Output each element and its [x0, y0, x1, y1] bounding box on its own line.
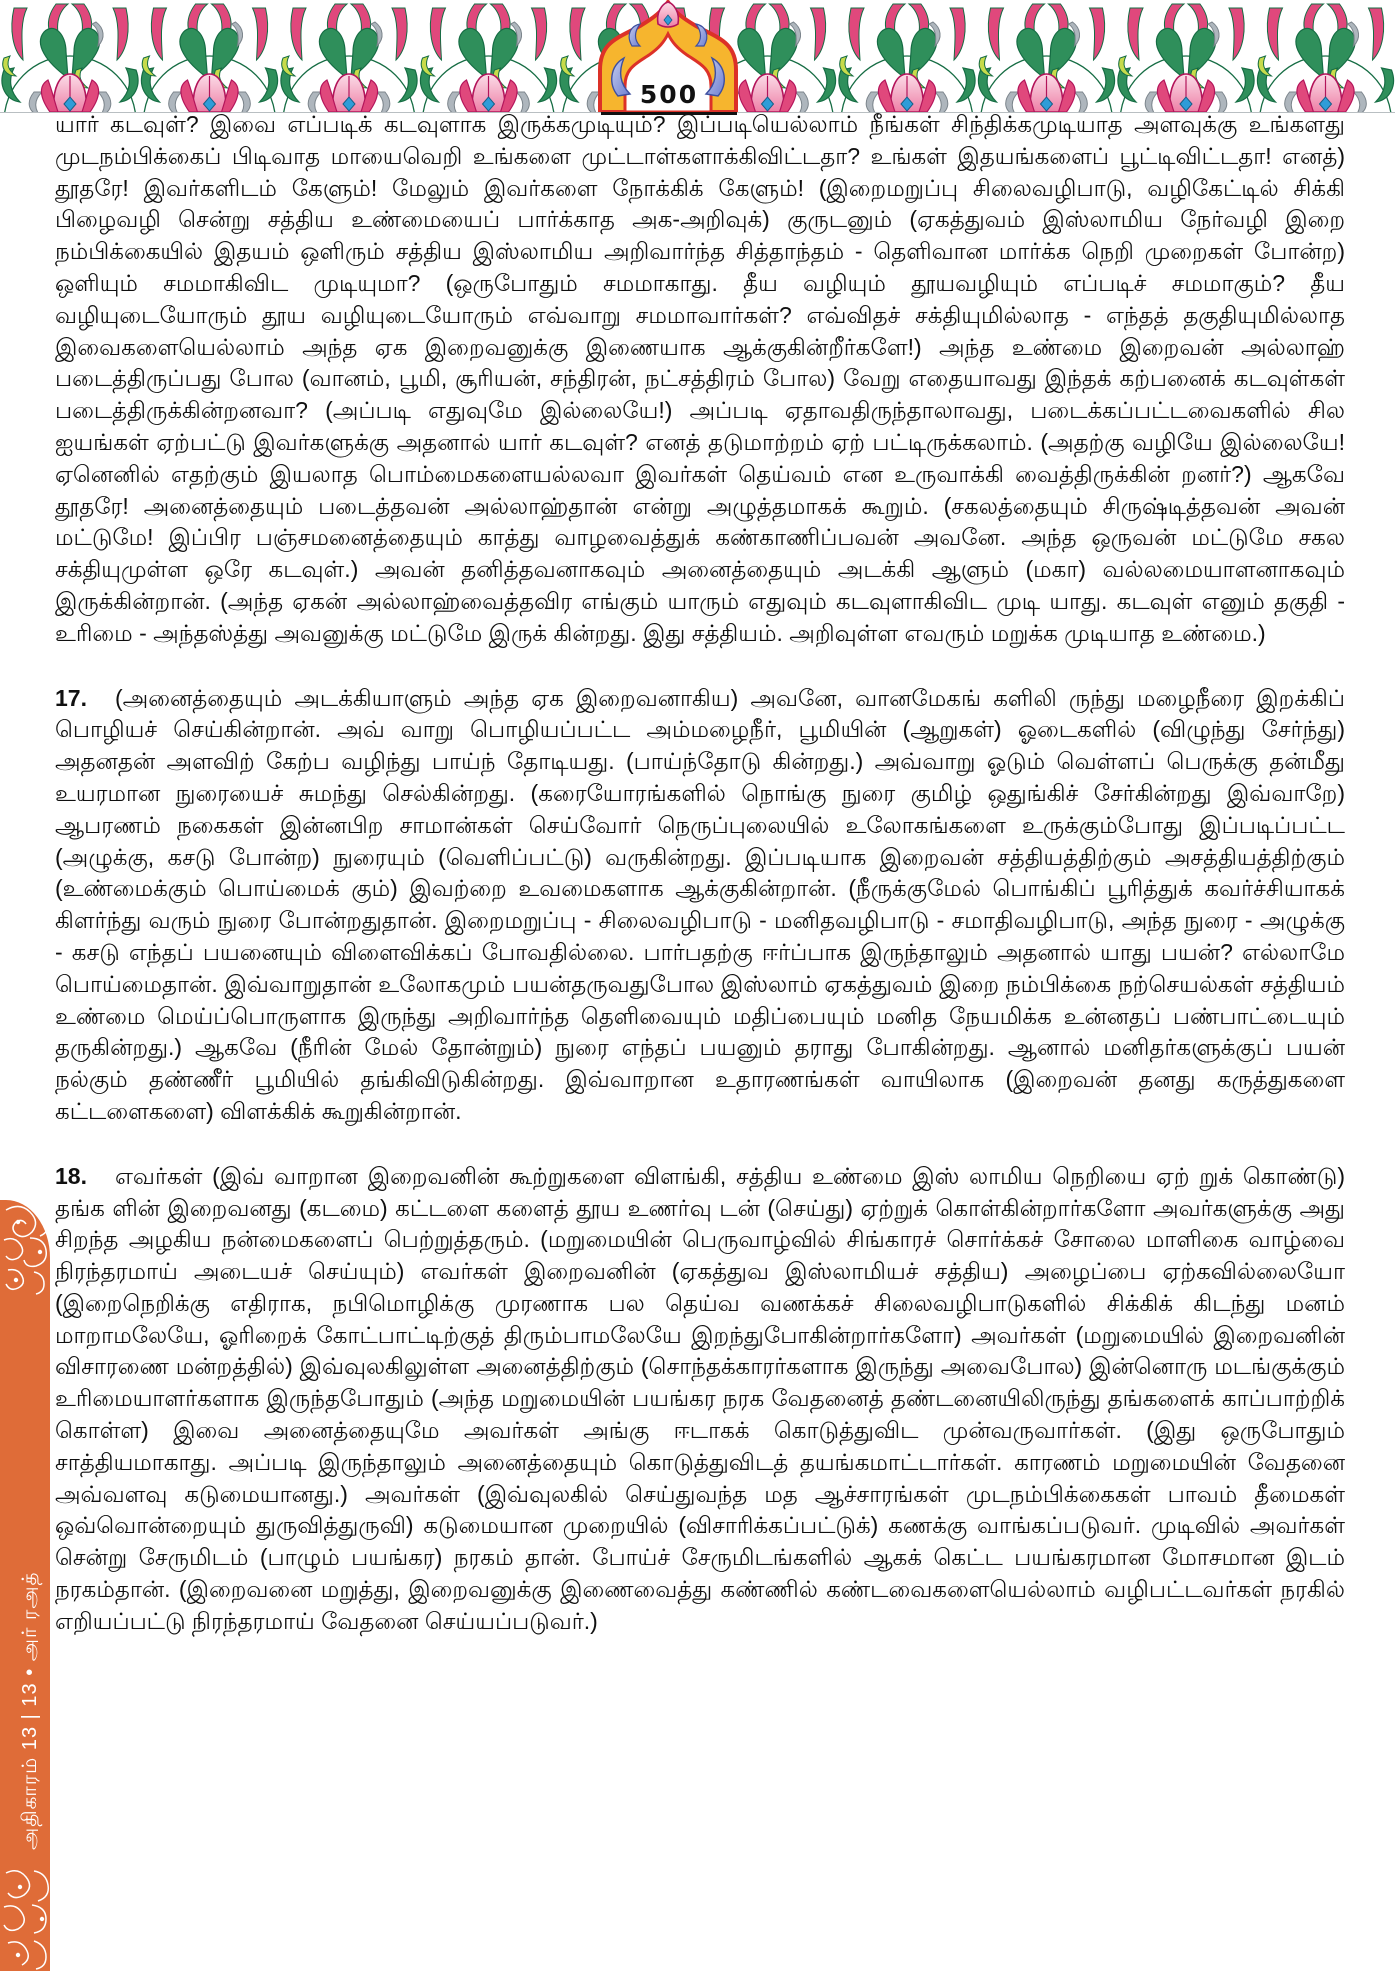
paragraph — [55, 109, 1345, 650]
chapter-label: அதிகாரம் 13 | 13 • அர் ரஅத் — [19, 1571, 41, 1850]
paragraph-text: யார் கடவுள்? இவை எப்படிக் கடவுளாக இருக்கமுடியும்? இப்படியெல்லாம் நீங்கள் சிந்திக்கமுடியாத அளவுக்கு உங்களது முடநம்பிக்கைப் பிடிவாத மாயைவெறி உங்களை முட்டாள்களாக்கிவிட்டதா? உங்கள் இதயங்களைப் பூட்டிவிட்டதா! எனத்) தூதரே! இவர்களிடம் கேளும்! மேலும் இவர்களை நோக்கிக் கேளும்! (இறைமறுப்பு சிலைவழிபாடு, வழிகேட்டில் சிக்கி பிழைவழி சென்று சத்திய உண்மையைப் பார்க்காத அக-அறிவுக்) குருடனும் (ஏகத்துவம் இஸ்லாமிய நேர்வழி இறை நம்பிக்கையில் இதயம் ஒளிரும் சத்திய இஸ்லாமிய அறிவார்ந்த சித்தாந்தம் - தெளிவான மார்க்க நெறி முறைகள் போன்ற) ஒளியும் சமமாகிவிட முடியுமா? (ஒருபோதும் சமமாகாது. தீய வழியும் தூயவழியும் எப்படிச் சமமாகும்? தீய வழியுடையோரும் தூய வழியுடையோரும் எவ்வாறு சமமாவார்கள்? எவ்விதச் சக்தியுமில்லாத - எந்தத் தகுதியுமில்லாத இவைகளையெல்லாம் அந்த ஏக இறைவனுக்கு இணையாக ஆக்குகின்றீர்களே!) அந்த உண்மை இறைவன் அல்லாஹ் படைத்திருப்பது போல (வானம், பூமி, சூரியன், சந்திரன், நட்சத்திரம் போல) வேறு எதையாவது இந்தக் கற்பனைக் கடவுள்கள் படைத்திருக்கின்றனவா? (அப்படி எதுவுமே இல்லையே!) அப்படி ஏதாவதிருந்தாலாவது, படைக்கப்பட்டவைகளில் சில ஐயங்கள் ஏற்பட்டு இவர்களுக்கு அதனால் யார் கடவுள்? எனத் தடுமாற்றம் ஏற் பட்டிருக்கலாம். (அதற்கு வழியே இல்லையே! ஏனெனில் எதற்கும் இயலாத பொம்மைகளையல்லவா இவர்கள் தெய்வம் என உருவாக்கி வைத்திருக்கின் றனர்?) ஆகவே தூதரே! அனைத்தையும் படைத்தவன் அல்லாஹ்தான் என்று அழுத்தமாகக் கூறும். (சகலத்தையும் சிருஷ்டித்தவன் அவன் மட்டுமே! இப்பிர பஞ்சமனைத்தையும் காத்து வாழவைத்துக் கண்காணிப்பவன் அவனே. அந்த ஒருவன் மட்டுமே சகல சக்தியுமுள்ள ஒரே கடவுள்.) அவன் தனித்தவனாகவும் அனைத்தையும் அடக்கி ஆளும் (மகா) வல்லமையாளனாகவும் இருக்கின்றான். (அந்த ஏகன் அல்லாஹ்வைத்தவிர எங்கும் யாரும் எதுவும் கடவுளாகிவிட முடி யாது. கடவுள் எனும் தகுதி - உரிமை - அந்தஸ்த்து அவனுக்கு மட்டுமே இருக் கின்றது. இது சத்தியம். அறிவுள்ள எவரும் மறுக்க முடியாத உண்மை.) — [55, 111, 1345, 646]
paragraph — [55, 1161, 1345, 1638]
page-content — [55, 109, 1345, 1671]
verse-number: 17. — [55, 684, 87, 711]
floral-ornament-icon — [0, 1861, 56, 1971]
paragraph-text: எவர்கள் (இவ் வாறான இறைவனின் கூற்றுகளை விளங்கி, சத்திய உண்மை இஸ் லாமிய நெறியை ஏற் றுக் கொண்டு) தங்க ளின் இறைவனது (கடமை) கட்டளை களைத் தூய உணர்வு டன் (செய்து) ஏற்றுக் கொள்கின்றார்களோ அவர்களுக்கு அது சிறந்த அழகிய நன்மைகளைப் பெற்றுத்தரும். (மறுமையின் பெருவாழ்வில் சிங்காரச் சொர்க்கச் சோலை மாளிகை வாழ்வை நிரந்தரமாய் அடையச் செய்யும்) எவர்கள் இறைவனின் (ஏகத்துவ இஸ்லாமியச் சத்திய) அழைப்பை ஏற்கவில்லையோ (இறைநெறிக்கு எதிராக, நபிமொழிக்கு முரணாக பல தெய்வ வணக்கச் சிலைவழிபாடுகளில் சிக்கிக் கிடந்து மனம் மாறாமலேயே, ஓரிறைக் கோட்பாட்டிற்குத் திரும்பாமலேயே இறந்துபோகின்றார்களோ) அவர்கள் (மறுமையில் இறைவனின் விசாரணை மன்றத்தில்) இவ்வுலகிலுள்ள அனைத்திற்கும் (சொந்தக்காரர்களாக இருந்து அவைபோல) இன்னொரு மடங்குக்கும் உரிமையாளர்களாக இருந்தபோதும் (அந்த மறுமையின் பயங்கர நரக வேதனைத் தண்டனையிலிருந்து தங்களைக் காப்பாற்றிக் கொள்ள) இவை அனைத்தையுமே அவர்கள் அங்கு ஈடாகக் கொடுத்துவிட முன்வருவார்கள். (இது ஒருபோதும் சாத்தியமாகாது. அப்படி இருந்தாலும் அனைத்தையும் கொடுத்துவிடத் தயங்கமாட்டார்கள். காரணம் மறுமையின் வேதனை அவ்வளவு கடுமையானது.) அவர்கள் (இவ்வுலகில் செய்துவந்த மத ஆச்சாரங்கள் முடநம்பிக்கைகள் பாவம் தீமைகள் ஒவ்வொன்றையும் துருவித்துருவி) கடுமையான முறையில் (விசாரிக்கப்பட்டுக்) கணக்கு வாங்கப்படுவர். முடிவில் அவர்கள் சென்று சேருமிடம் (பாழும் பயங்கர) நரகம் தான். போய்ச் சேருமிடங்களில் ஆகக் கெட்ட பயங்கரமான மோசமான இடம் நரகம்தான். (இறைவனை மறுத்து, இறைவனுக்கு இணைவைத்து கண்ணில் கண்டவைகளையெல்லாம் வழிபட்டவர்கள் நரகில் எறியப்பட்டு நிரந்தரமாய் வேதனை செய்யப்படுவர்.) — [55, 1162, 1345, 1634]
paragraph-text: (அனைத்தையும் அடக்கியாளும் அந்த ஏக இறைவனாகிய) அவனே, வானமேகங் களிலி ருந்து மழைநீரை இறக்கிப் பொழியச் செய்கின்றான். அவ் வாறு பொழியப்பட்ட அம்மழைநீர், பூமியின் (ஆறுகள்) ஓடைகளில் (விழுந்து சேர்ந்து) அதனதன் அளவிற் கேற்ப வழிந்து பாய்ந் தோடியது. (பாய்ந்தோடு கின்றது.) அவ்வாறு ஓடும் வெள்ளப் பெருக்கு தன்மீது உயரமான நுரையைச் சுமந்து செல்கின்றது. (கரையோரங்களில் நொங்கு நுரை குமிழ் ஒதுங்கிச் சேர்கின்றது இவ்வாறே) ஆபரணம் நகைகள் இன்னபிற சாமான்கள் செய்வோர் நெருப்புலையில் உலோகங்களை உருக்கும்போது இப்படிப்பட்ட (அழுக்கு, கசடு போன்ற) நுரையும் (வெளிப்பட்டு) வருகின்றது. இப்படியாக இறைவன் சத்தியத்திற்கும் அசத்தியத்திற்கும் (உண்மைக்கும் பொய்மைக் கும்) இவற்றை உவமைகளாக ஆக்குகின்றான். (நீருக்குமேல் பொங்கிப் பூரித்துக் கவர்ச்சியாகக் கிளர்ந்து வரும் நுரை போன்றதுதான். இறைமறுப்பு - சிலைவழிபாடு - மனிதவழிபாடு - சமாதிவழிபாடு, அந்த நுரை - அழுக்கு - கசடு எந்தப் பயனையும் விளைவிக்கப் போவதில்லை. பார்பதற்கு ஈர்ப்பாக இருந்தாலும் அதனால் யாது பயன்? எல்லாமே பொய்மைதான். இவ்வாறுதான் உலோகமும் பயன்தருவதுபோல இஸ்லாம் ஏகத்துவம் இறை நம்பிக்கை நற்செயல்கள் சத்தியம் உண்மை மெய்ப்பொருளாக இருந்து அறிவார்ந்த தெளிவையும் மதிப்பையும் மனித நேயமிக்க உன்னதப் பண்பாட்டையும் தருகின்றது.) ஆகவே (நீரின் மேல் தோன்றும்) நுரை எந்தப் பயனும் தராது போகின்றது. ஆனால் மனிதர்களுக்குப் பயன் நல்கும் தண்ணீர் பூமியில் தங்கிவிடுகின்றது. இவ்வாறான உதாரணங்கள் வாயிலாக (இறைவன் தனது கருத்துகளை கட்டளைகளை) விளக்கிக் கூறுகின்றான். — [55, 684, 1345, 1124]
paragraph — [55, 683, 1345, 1128]
chapter-ribbon — [0, 1200, 50, 1971]
floral-ornament-icon — [0, 1200, 56, 1300]
verse-number: 18. — [55, 1162, 87, 1189]
page-number: 500 — [639, 80, 699, 109]
